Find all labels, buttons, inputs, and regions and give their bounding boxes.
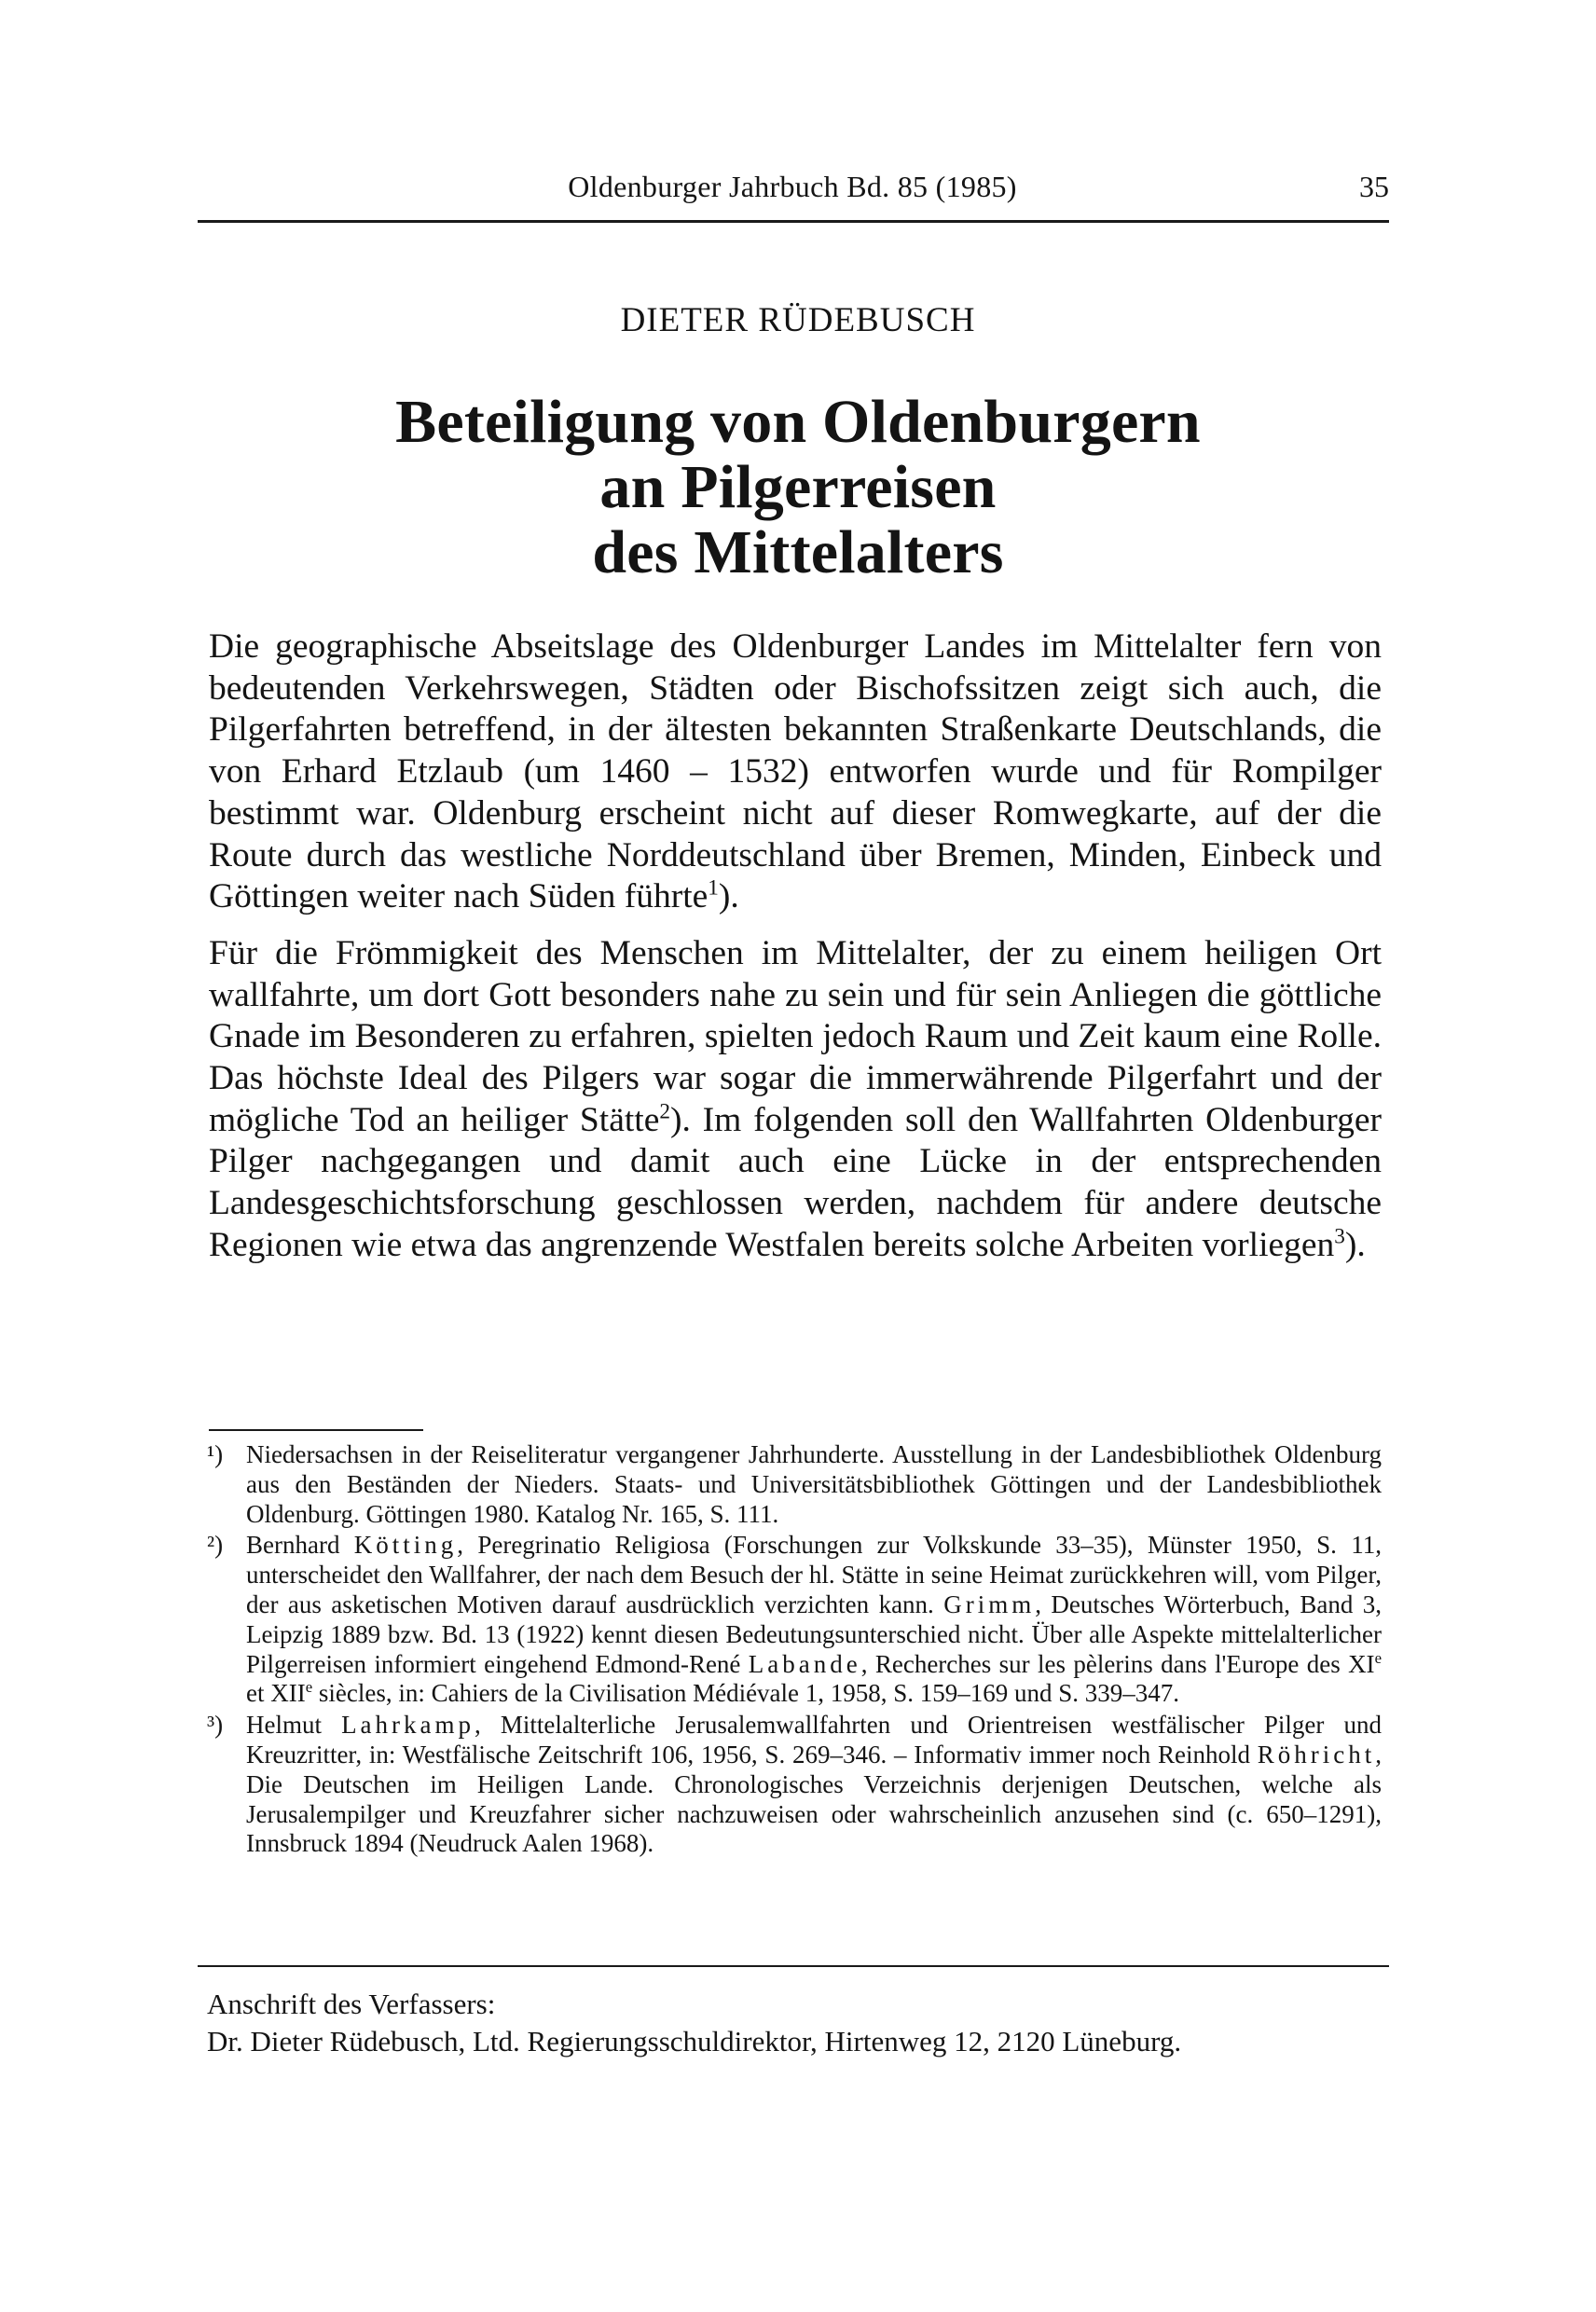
paragraph-1 — [209, 626, 1382, 918]
footnote-3-author-lahrkamp: Lahrkamp — [341, 1711, 475, 1740]
footnote-2-text-d: , Recherches sur les pèlerins dans l'Europe des XI — [860, 1649, 1375, 1678]
footnote-rule — [209, 1429, 423, 1431]
paragraph-1-text: Die geographische Abseitslage des Oldenburger Landes im Mittelalter fern von bedeutenden Verkehrswegen, Städten oder Bischofssitzen zeigt sich auch, die Pilgerfahrten betreffend, in der ältesten bekannten Straßenkarte Deutschlands, die von Erhard Etzlaub (um 1460 – 1532) entworfen wurde und für Rompilger bestimmt war. Oldenburg erscheint nicht auf dieser Romwegkarte, auf der die Route durch das westliche Norddeutschland über Bremen, Minden, Einbeck und Göttingen weiter nach Süden führte — [209, 627, 1382, 916]
footnote-2-text-f: siècles, in: Cahiers de la Civilisation Médiévale 1, 1958, S. 159–169 und S. 339–347. — [312, 1679, 1180, 1708]
footnote-2-text-a: Bernhard — [246, 1531, 354, 1560]
footnote-ref-1: 1 — [708, 875, 719, 901]
title-line-2: an Pilgerreisen — [599, 453, 997, 521]
footnote-2-mark: ²) — [207, 1531, 224, 1560]
footnote-1-mark: ¹) — [207, 1440, 224, 1468]
footnote-2-sup-2: e — [305, 1678, 313, 1697]
address-rule — [198, 1965, 1389, 1967]
author-address — [207, 1986, 1382, 2060]
footnote-2-author-labande: Labande — [748, 1649, 861, 1678]
footnote-2-author-koetting: Kötting — [353, 1531, 458, 1560]
article-title — [0, 390, 1596, 585]
footnotes — [207, 1440, 1382, 1859]
journal-title: Oldenburger Jahrbuch Bd. 85 (1985) — [568, 170, 1017, 203]
address-label: Anschrift des Verfassers: — [207, 1988, 496, 2020]
footnote-3-text-b: , Mittelalterliche Jerusalemwallfahrten und Orientreisen westfälischer Pilger und Kreuzritter, in: Westfälische Zeitschrift 106, 1956, S. 269–346. – Informativ immer noch Reinhold — [246, 1711, 1382, 1768]
header-rule — [198, 220, 1389, 223]
footnote-2-text-b: , Peregrinatio Religiosa (Forschungen zur Volkskunde 33–35), Münster 1950, S. 11, unterscheidet den Wallfahrer, der nach dem Besuch der hl. Stätte in seine Heimat zurückkehren will, vom Pilger, der aus asketischen Motiven darauf ausdrücklich verzichten kann. — [246, 1531, 1382, 1618]
footnote-3-text-a: Helmut — [246, 1711, 342, 1740]
footnote-3-text-c: , Die Deutschen im Heiligen Lande. Chronologisches Verzeichnis derjenigen Deutschen, welche als Jerusalempilger und Kreuzfahrer sicher nachzuweisen oder wahrscheinlich anzusehen sind (c. 650–1291), Innsbruck 1894 (Neudruck Aalen 1968). — [246, 1740, 1382, 1858]
footnote-ref-3: 3 — [1334, 1224, 1345, 1249]
footnote-2-author-grimm: Grimm — [943, 1590, 1036, 1618]
footnote-3 — [207, 1711, 1382, 1859]
running-header — [196, 170, 1389, 216]
article-body — [209, 626, 1382, 1267]
page-number: 35 — [1359, 170, 1389, 203]
title-line-3: des Mittelalters — [592, 518, 1004, 586]
title-line-1: Beteiligung von Oldenburgern — [395, 388, 1201, 456]
paragraph-2 — [209, 933, 1382, 1267]
footnote-ref-2: 2 — [659, 1099, 670, 1124]
paragraph-2-end: ). — [1344, 1225, 1366, 1264]
paragraph-2-text-b: ). Im folgenden soll den Wallfahrten Oldenburger Pilger nachgegangen und damit auch eine Lücke in der entsprechenden Landesgeschichtsforschung geschlossen werden, nachdem für andere deutsche Regionen wie etwa das angrenzende Westfalen bereits solche Arbeiten vorliegen — [209, 1100, 1382, 1264]
footnote-3-author-roehricht: Röhricht — [1257, 1740, 1376, 1768]
address-line: Dr. Dieter Rüdebusch, Ltd. Regierungsschuldirektor, Hirtenweg 12, 2120 Lüneburg. — [207, 2025, 1182, 2057]
paragraph-1-end: ). — [718, 877, 739, 916]
author-name: DIETER RÜDEBUSCH — [620, 301, 976, 339]
footnote-1-text: Niedersachsen in der Reiseliteratur vergangener Jahrhunderte. Ausstellung in der Landesbibliothek Oldenburg aus den Beständen der Nieders. Staats- und Universitätsbibliothek Göttingen und der Landesbibliothek Oldenburg. Göttingen 1980. Katalog Nr. 165, S. 111. — [246, 1440, 1382, 1528]
paragraph-2-text-a: Für die Frömmigkeit des Menschen im Mittelalter, der zu einem heiligen Ort wallfahrte, um dort Gott besonders nahe zu sein und für sein Anliegen die göttliche Gnade im Besonderen zu erfahren, spielten jedoch Raum und Zeit kaum eine Rolle. Das höchste Ideal des Pilgers war sogar die immerwährende Pilgerfahrt und der mögliche Tod an heiliger Stätte — [209, 933, 1382, 1139]
footnote-1 — [207, 1440, 1382, 1529]
footnote-2-sup-1: e — [1374, 1648, 1382, 1667]
footnote-2-text-e: et XII — [246, 1679, 306, 1708]
footnote-3-mark: ³) — [207, 1711, 224, 1740]
footnote-2 — [207, 1531, 1382, 1709]
footnote-2-text-c: , Deutsches Wörterbuch, Band 3, Leipzig 1889 bzw. Bd. 13 (1922) kennt diesen Bedeutungsunterschied nicht. Über alle Aspekte mittelalterlicher Pilgerreisen informiert eingehend Edmond-René — [246, 1590, 1382, 1678]
